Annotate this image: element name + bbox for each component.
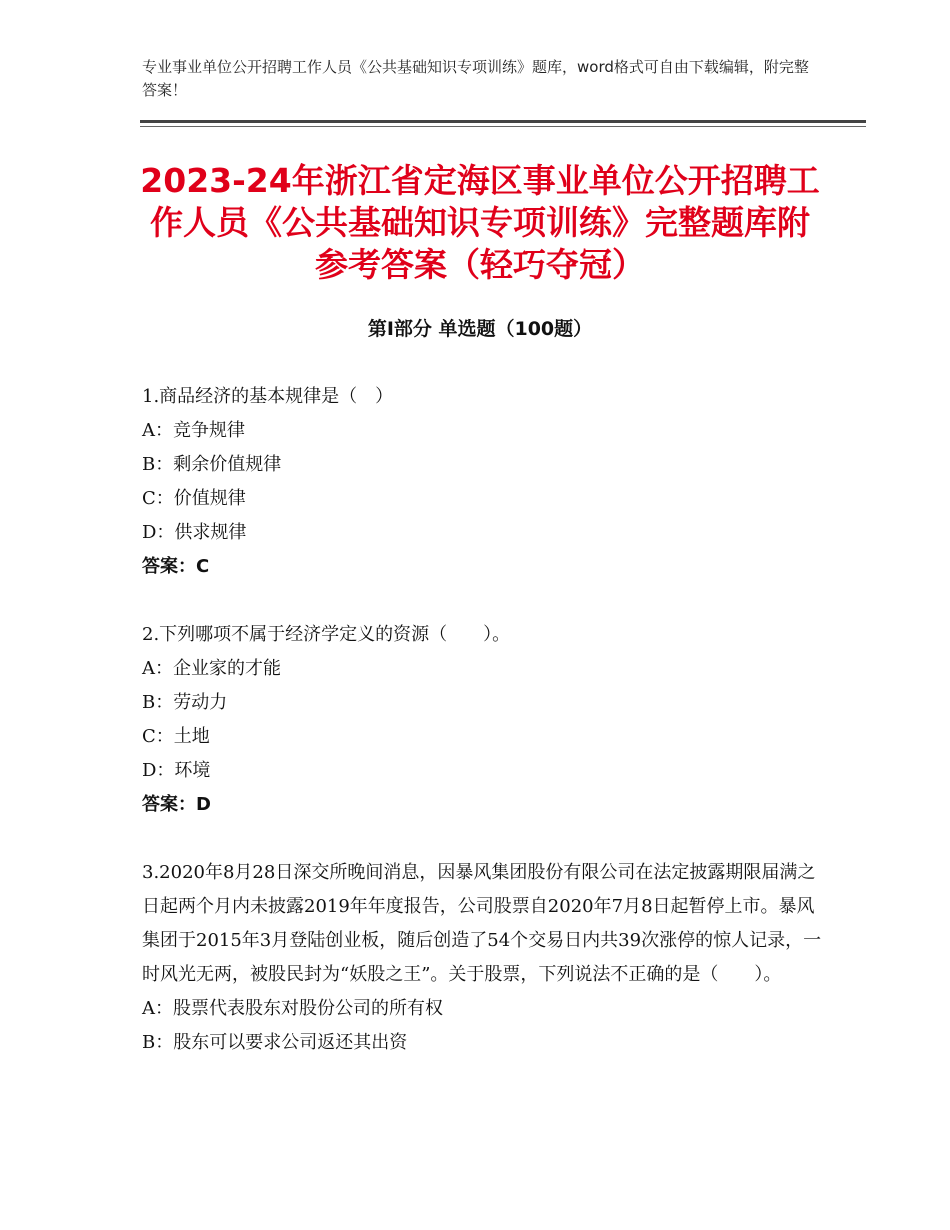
- option-a: A：竞争规律: [142, 420, 245, 441]
- question-stem: 3.2020年8月28日深交所晚间消息，因暴风集团股份有限公司在法定披露期限届满之日起两个月内未披露2019年年度报告，公司股票自2020年7月8日起暂停上市。暴风集团于2015年3月登陆创业板，随后创造了54个交易日内共39次涨停的惊人记录，一时风光无两，被股民封为“妖股之王”。关于股票，下列说法不正确的是（ ）。: [142, 862, 822, 985]
- answer-label: 答案：C: [142, 556, 210, 577]
- question-stem: 1.商品经济的基本规律是（ ）: [142, 386, 394, 407]
- header-note: 专业事业单位公开招聘工作人员《公共基础知识专项训练》题库，word格式可自由下载编辑，附完整答案！: [142, 58, 809, 99]
- header-divider-thin: [140, 126, 866, 127]
- question-2: [142, 618, 822, 822]
- question-list: [142, 380, 822, 1094]
- option-c: C：价值规律: [142, 488, 246, 509]
- option-b: B：股东可以要求公司返还其出资: [142, 1032, 408, 1053]
- option-a: A：股票代表股东对股份公司的所有权: [142, 998, 443, 1019]
- document-title: 2023-24年浙江省定海区事业单位公开招聘工作人员《公共基础知识专项训练》完整题库附参考答案（轻巧夺冠）: [140, 161, 820, 284]
- option-b: B：剩余价值规律: [142, 454, 282, 475]
- header-divider-thick: [140, 120, 866, 123]
- section-title: 第Ⅰ部分 单选题（100题）: [367, 318, 593, 340]
- question-stem: 2.下列哪项不属于经济学定义的资源（ ）。: [142, 624, 511, 645]
- option-a: A：企业家的才能: [142, 658, 281, 679]
- option-d: D：供求规律: [142, 522, 247, 543]
- question-3: [142, 856, 822, 1060]
- answer-label: 答案：D: [142, 794, 211, 815]
- question-1: [142, 380, 822, 584]
- option-c: C：土地: [142, 726, 210, 747]
- option-d: D：环境: [142, 760, 211, 781]
- option-b: B：劳动力: [142, 692, 228, 713]
